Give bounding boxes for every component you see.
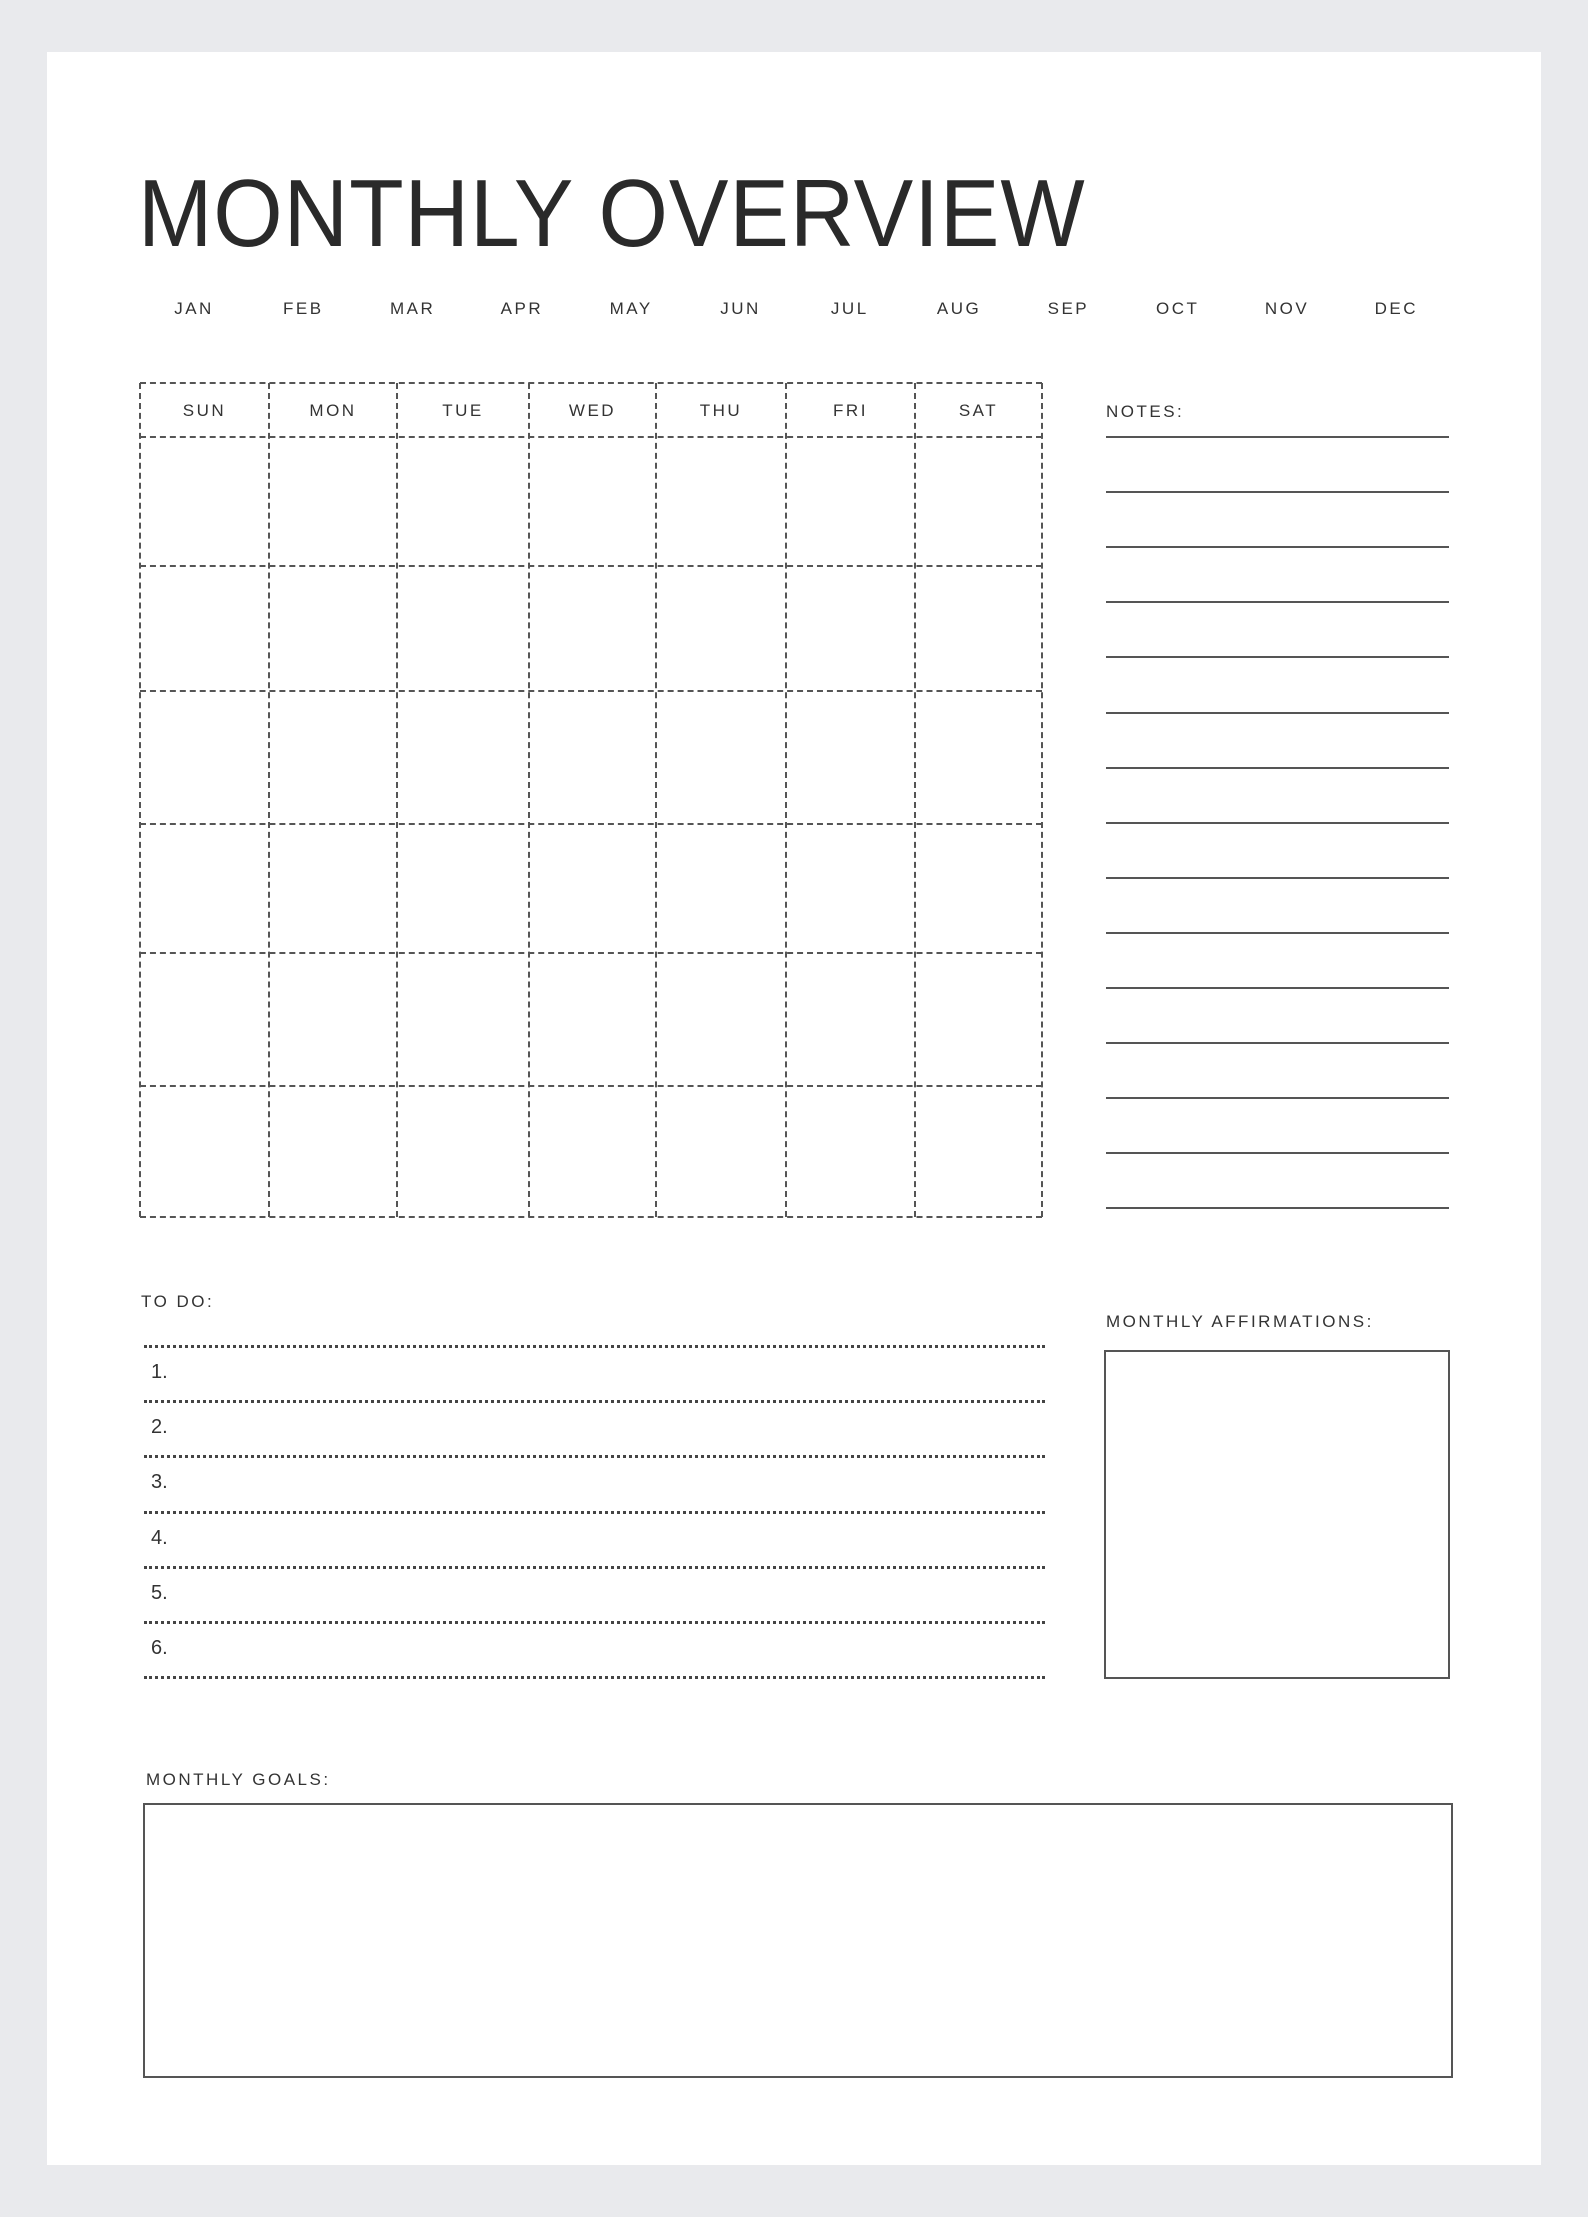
day-cell[interactable] <box>786 566 915 691</box>
month-sep[interactable]: SEP <box>1047 299 1090 318</box>
grid-line <box>914 383 916 1217</box>
day-cell[interactable] <box>915 437 1042 566</box>
grid-line <box>528 383 530 1217</box>
grid-line <box>140 1085 1042 1087</box>
day-cell[interactable] <box>397 691 529 824</box>
todo-line <box>144 1676 1045 1679</box>
todo-item[interactable]: 2. <box>151 1416 168 1439</box>
todo-line <box>144 1345 1045 1348</box>
day-cell[interactable] <box>786 953 915 1086</box>
day-cell[interactable] <box>786 691 915 824</box>
grid-line <box>396 383 398 1217</box>
todo-line <box>144 1621 1045 1624</box>
todo-line <box>144 1566 1045 1569</box>
grid-line <box>140 952 1042 954</box>
day-cell[interactable] <box>140 566 269 691</box>
todo-label: TO DO: <box>141 1292 215 1311</box>
note-line[interactable] <box>1106 1097 1449 1099</box>
grid-line <box>140 690 1042 692</box>
weekday-tue: TUE <box>442 401 484 420</box>
weekday-fri: FRI <box>833 401 868 420</box>
day-cell[interactable] <box>529 824 656 953</box>
note-line[interactable] <box>1106 987 1449 989</box>
day-cell[interactable] <box>269 437 397 566</box>
grid-line <box>139 383 141 1217</box>
weekday-wed: WED <box>568 401 617 420</box>
grid-line <box>140 1216 1042 1218</box>
note-line[interactable] <box>1106 491 1449 493</box>
note-line[interactable] <box>1106 601 1449 603</box>
grid-line <box>140 823 1042 825</box>
day-cell[interactable] <box>656 953 786 1086</box>
todo-item[interactable]: 5. <box>151 1581 168 1604</box>
note-line[interactable] <box>1106 932 1449 934</box>
todo-line <box>144 1511 1045 1514</box>
day-cell[interactable] <box>656 1086 786 1217</box>
month-dec[interactable]: DEC <box>1374 299 1418 318</box>
affirmations-label: MONTHLY AFFIRMATIONS: <box>1106 1312 1374 1331</box>
month-oct[interactable]: OCT <box>1155 299 1200 318</box>
note-line[interactable] <box>1106 656 1449 658</box>
day-cell[interactable] <box>529 691 656 824</box>
grid-line <box>785 383 787 1217</box>
day-cell[interactable] <box>397 566 529 691</box>
day-cell[interactable] <box>786 1086 915 1217</box>
todo-item[interactable]: 1. <box>151 1361 168 1383</box>
day-cell[interactable] <box>656 437 786 566</box>
grid-line <box>1041 383 1043 1217</box>
notes-label: NOTES: <box>1106 402 1185 421</box>
affirmations-box[interactable] <box>1104 1350 1450 1679</box>
calendar-grid <box>140 383 1042 1217</box>
weekday-thu: THU <box>699 401 743 420</box>
day-cell[interactable] <box>786 824 915 953</box>
day-cell[interactable] <box>656 691 786 824</box>
note-line[interactable] <box>1106 712 1449 714</box>
day-cell[interactable] <box>140 1086 269 1217</box>
grid-line <box>655 383 657 1217</box>
day-cell[interactable] <box>140 691 269 824</box>
note-line[interactable] <box>1106 822 1449 824</box>
day-cell[interactable] <box>529 566 656 691</box>
day-cell[interactable] <box>397 437 529 566</box>
note-line[interactable] <box>1106 1042 1449 1044</box>
grid-line <box>140 436 1042 438</box>
day-cell[interactable] <box>915 824 1042 953</box>
day-cell[interactable] <box>656 824 786 953</box>
todo-item[interactable]: 3. <box>151 1471 168 1494</box>
goals-box[interactable] <box>143 1803 1453 2078</box>
grid-line <box>140 382 1042 384</box>
day-cell[interactable] <box>915 953 1042 1086</box>
weekday-sun: SUN <box>182 401 227 420</box>
month-may[interactable]: MAY <box>609 299 653 318</box>
todo-item[interactable]: 6. <box>151 1637 168 1659</box>
month-feb[interactable]: FEB <box>283 299 324 318</box>
day-cell[interactable] <box>269 566 397 691</box>
grid-line <box>268 383 270 1217</box>
month-mar[interactable]: MAR <box>389 299 436 318</box>
day-cell[interactable] <box>269 691 397 824</box>
goals-label: MONTHLY GOALS: <box>146 1770 331 1789</box>
day-cell[interactable] <box>915 1086 1042 1217</box>
note-line[interactable] <box>1106 877 1449 879</box>
day-cell[interactable] <box>140 437 269 566</box>
day-cell[interactable] <box>397 1086 529 1217</box>
day-cell[interactable] <box>529 437 656 566</box>
day-cell[interactable] <box>140 953 269 1086</box>
day-cell[interactable] <box>269 953 397 1086</box>
note-line[interactable] <box>1106 1207 1449 1209</box>
day-cell[interactable] <box>397 824 529 953</box>
day-cell[interactable] <box>656 566 786 691</box>
month-jul[interactable]: JUL <box>830 299 869 318</box>
month-jun[interactable]: JUN <box>720 299 761 318</box>
day-cell[interactable] <box>140 824 269 953</box>
day-cell[interactable] <box>397 953 529 1086</box>
todo-line <box>144 1455 1045 1458</box>
day-cell[interactable] <box>529 1086 656 1217</box>
day-cell[interactable] <box>269 1086 397 1217</box>
weekday-mon: MON <box>309 401 357 420</box>
note-line[interactable] <box>1106 1152 1449 1154</box>
note-line[interactable] <box>1106 767 1449 769</box>
day-cell[interactable] <box>786 437 915 566</box>
month-aug[interactable]: AUG <box>936 299 982 318</box>
weekday-sat: SAT <box>958 401 999 420</box>
month-apr[interactable]: APR <box>500 299 544 318</box>
note-line[interactable] <box>1106 436 1449 438</box>
note-line[interactable] <box>1106 546 1449 548</box>
day-cell[interactable] <box>915 691 1042 824</box>
month-nov[interactable]: NOV <box>1264 299 1310 318</box>
grid-line <box>140 565 1042 567</box>
month-jan[interactable]: JAN <box>174 299 214 318</box>
todo-item[interactable]: 4. <box>151 1526 168 1549</box>
todo-line <box>144 1400 1045 1403</box>
day-cell[interactable] <box>269 824 397 953</box>
day-cell[interactable] <box>915 566 1042 691</box>
page-title: MONTHLY OVERVIEW <box>138 160 1086 267</box>
day-cell[interactable] <box>529 953 656 1086</box>
